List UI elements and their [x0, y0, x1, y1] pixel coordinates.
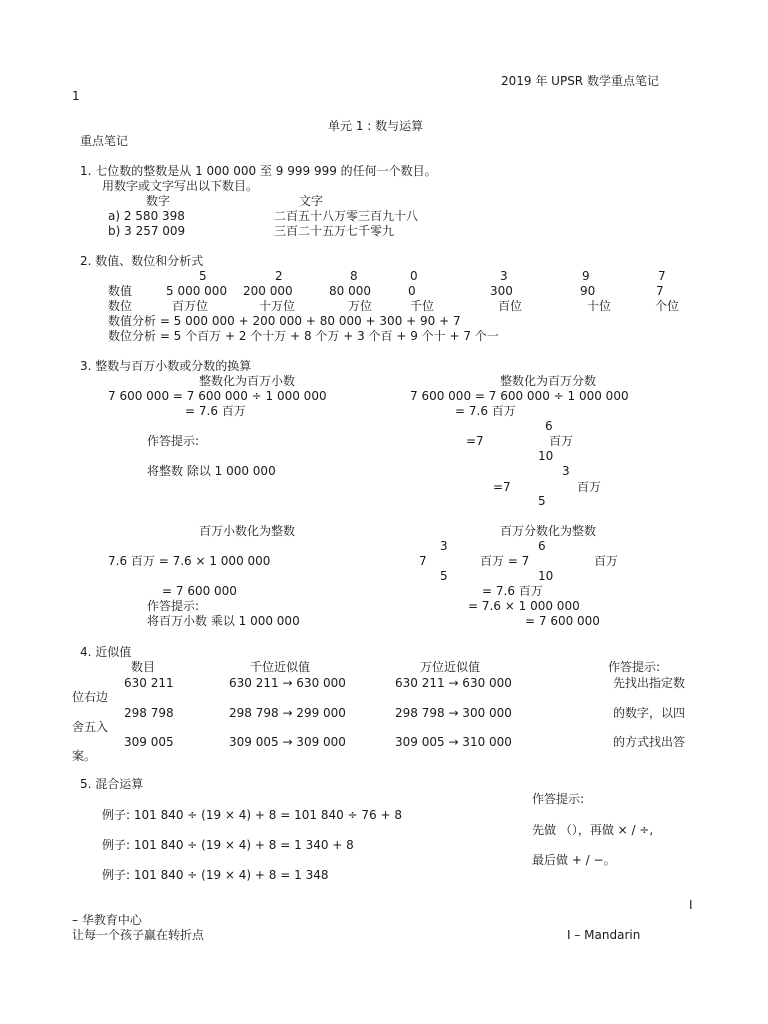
- s2-digit: 7: [658, 269, 666, 283]
- s3-r-million1: 百万: [549, 434, 574, 448]
- s3-left-eq4: = 7 600 000: [162, 584, 237, 598]
- s3-right-eq2: = 7.6 百万: [455, 404, 516, 418]
- s2-digit: 8: [350, 269, 358, 283]
- s2-value-analysis: 数值分析 = 5 000 000 + 200 000 + 80 000 + 300 + 90 + 7: [108, 314, 461, 328]
- s2-place: 千位: [410, 299, 435, 313]
- s1-line1: 1. 七位数的整数是从 1 000 000 至 9 999 999 的任何一个数目。: [80, 164, 437, 178]
- notes-label: 重点笔记: [80, 134, 129, 148]
- table-row-tenthousand: 309 005 → 310 000: [395, 735, 512, 749]
- s4-hint-wrap1: 位右边: [72, 690, 109, 704]
- s3-f-equation: 百万 = 7: [480, 554, 530, 568]
- footer-slogan: 让每一个孩子赢在转折点: [72, 928, 205, 942]
- s3-left-eq2: = 7.6 百万: [185, 404, 246, 418]
- s2-place-analysis: 数位分析 = 5 个百万 + 2 个十万 + 8 个万 + 3 个百 + 9 个十 + 7 个一: [108, 329, 499, 343]
- s3-r-numerator1: 6: [545, 419, 553, 433]
- table-row-thousand: 630 211 → 630 000: [229, 676, 346, 690]
- s3-f-whole: 7: [419, 554, 427, 568]
- footer-roman: I: [689, 898, 693, 912]
- s3-title: 3. 整数与百万小数或分数的换算: [80, 359, 252, 373]
- s2-digit: 0: [410, 269, 418, 283]
- s3-right-eq6: = 7.6 × 1 000 000: [468, 599, 580, 613]
- s3-r-denominator2: 5: [538, 494, 546, 508]
- s4-hint-label: 作答提示:: [608, 660, 661, 674]
- s3-left-heading: 整数化为百万小数: [199, 374, 296, 388]
- s1-col-word: 文字: [299, 194, 324, 208]
- s3-left-eq3: 7.6 百万 = 7.6 × 1 000 000: [108, 554, 271, 568]
- s3-left-eq1: 7 600 000 = 7 600 000 ÷ 1 000 000: [108, 389, 327, 403]
- s3-r-numerator2: 3: [562, 464, 570, 478]
- s3-right-eq1: 7 600 000 = 7 600 000 ÷ 1 000 000: [410, 389, 629, 403]
- s3-left-hint2: 将百万小数 乘以 1 000 000: [147, 614, 300, 628]
- s4-title: 4. 近似值: [80, 645, 132, 659]
- s2-place: 个位: [655, 299, 680, 313]
- s3-right-heading2: 百万分数化为整数: [500, 524, 597, 538]
- s2-value: 0: [408, 284, 416, 298]
- s2-digit: 3: [500, 269, 508, 283]
- s1-b-word: 三百二十五万七千零九: [274, 224, 395, 238]
- s4-hint-line1: 先找出指定数: [613, 676, 686, 690]
- s2-digit: 5: [199, 269, 207, 283]
- s3-left-hint-label2: 作答提示:: [147, 599, 200, 613]
- s2-title: 2. 数值、数位和分析式: [80, 254, 204, 268]
- s2-place: 十位: [587, 299, 612, 313]
- s2-value: 7: [656, 284, 664, 298]
- s2-value: 90: [580, 284, 596, 298]
- s2-place: 十万位: [259, 299, 296, 313]
- table-row-tenthousand: 630 211 → 630 000: [395, 676, 512, 690]
- table-row-number: 309 005: [124, 735, 174, 749]
- s3-right-heading: 整数化为百万分数: [500, 374, 597, 388]
- s3-f-numerator2: 6: [538, 539, 546, 553]
- table-row-number: 630 211: [124, 676, 174, 690]
- s5-title: 5. 混合运算: [80, 777, 144, 791]
- s2-value: 5 000 000: [166, 284, 228, 298]
- table-row-thousand: 309 005 → 309 000: [229, 735, 346, 749]
- s2-value: 200 000: [243, 284, 293, 298]
- s1-col-number: 数字: [146, 194, 171, 208]
- footer-org: – 华教育中心: [72, 913, 142, 927]
- s1-a-word: 二百五十八万零三百九十八: [274, 209, 419, 223]
- s2-place: 万位: [348, 299, 373, 313]
- s2-place: 百位: [498, 299, 523, 313]
- footer-subject: I – Mandarin: [567, 928, 641, 942]
- s3-r-whole1: =7: [466, 434, 484, 448]
- s1-b-number: b) 3 257 009: [108, 224, 186, 238]
- table-row-tenthousand: 298 798 → 300 000: [395, 706, 512, 720]
- s2-value: 80 000: [329, 284, 371, 298]
- s2-digit: 2: [275, 269, 283, 283]
- s3-left-heading2: 百万小数化为整数: [199, 524, 296, 538]
- s5-hint-label: 作答提示:: [532, 792, 585, 806]
- s3-left-hint-label: 作答提示:: [147, 434, 200, 448]
- s4-col-thousand: 千位近似值: [250, 660, 311, 674]
- s2-digit: 9: [582, 269, 590, 283]
- s2-place: 百万位: [172, 299, 209, 313]
- s4-hint-wrap3: 案。: [72, 749, 97, 763]
- table-row-number: 298 798: [124, 706, 174, 720]
- s4-col-tenthousand: 万位近似值: [420, 660, 481, 674]
- s3-right-eq7: = 7 600 000: [525, 614, 600, 628]
- s3-left-hint: 将整数 除以 1 000 000: [147, 464, 276, 478]
- page-number: 1: [72, 89, 80, 103]
- s2-value-label: 数值: [108, 284, 133, 298]
- s3-r-million2: 百万: [577, 480, 602, 494]
- s5-example3: 例子: 101 840 ÷ (19 × 4) + 8 = 1 348: [102, 868, 329, 882]
- s3-r-denominator1: 10: [538, 449, 554, 463]
- s3-f-numerator1: 3: [440, 539, 448, 553]
- s4-col-number: 数目: [131, 660, 156, 674]
- s1-a-number: a) 2 580 398: [108, 209, 185, 223]
- s4-hint-line2: 的数字，以四: [613, 706, 686, 720]
- s5-hint1: 先做 （），再做 × / ÷,: [532, 823, 654, 837]
- s5-example2: 例子: 101 840 ÷ (19 × 4) + 8 = 1 340 + 8: [102, 838, 354, 852]
- s3-f-denominator2: 10: [538, 569, 554, 583]
- s5-example1: 例子: 101 840 ÷ (19 × 4) + 8 = 101 840 ÷ 76 + 8: [102, 808, 403, 822]
- s3-right-eq5: = 7.6 百万: [482, 584, 543, 598]
- s5-hint2: 最后做 + / −。: [532, 853, 616, 867]
- s3-f-denominator1: 5: [440, 569, 448, 583]
- table-row-thousand: 298 798 → 299 000: [229, 706, 346, 720]
- s2-place-label: 数位: [108, 299, 133, 313]
- s4-hint-wrap2: 舍五入: [72, 720, 109, 734]
- s4-hint-line3: 的方式找出答: [613, 735, 686, 749]
- document-title: 2019 年 UPSR 数学重点笔记: [501, 74, 659, 88]
- s3-r-whole2: =7: [493, 480, 511, 494]
- s2-value: 300: [490, 284, 513, 298]
- s1-line2: 用数字或文字写出以下数目。: [102, 179, 259, 193]
- unit-title: 单元 1 : 数与运算: [328, 119, 424, 133]
- s3-f-million: 百万: [594, 554, 619, 568]
